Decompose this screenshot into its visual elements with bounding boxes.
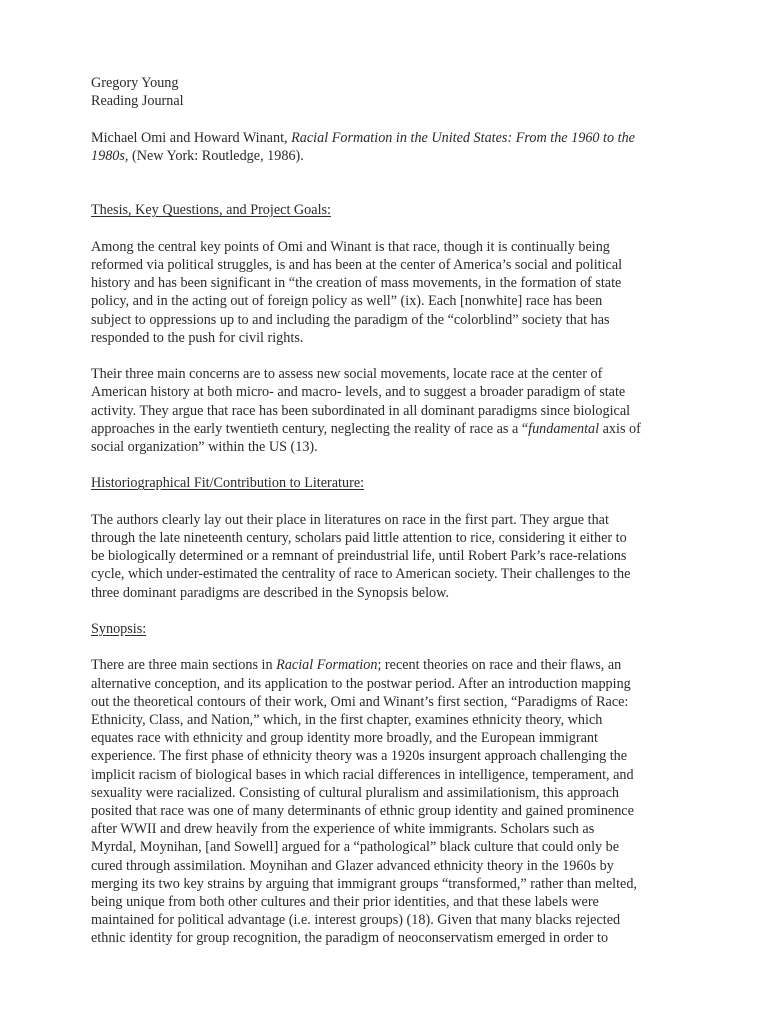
spacer	[91, 110, 681, 128]
paragraph-line: The authors clearly lay out their place in literatures on race in the first part. They argue that	[91, 511, 609, 528]
paragraph-text: There are three main sections in	[91, 657, 277, 674]
paragraph-line: posited that race was one of many determinants of ethnic group identity and gained prominence	[91, 802, 634, 819]
paragraph-line: out the theoretical contours of their work, Omi and Winant’s first section, “Paradigms of Race:	[91, 693, 629, 710]
spacer	[91, 165, 681, 183]
paragraph-text: ; recent theories on race and their flaws, an	[377, 657, 622, 674]
paragraph-line: policy, and in the acting out of foreign policy as well” (ix). Each [nonwhite] race has been	[91, 293, 603, 310]
paragraph-line: sexuality were racialized. Consisting of cultural pluralism and assimilationism, this approach	[91, 784, 619, 801]
paragraph-text: approaches in the early twentieth century, neglecting the reality of race as a “	[91, 420, 529, 437]
paragraph-line: three dominant paradigms are described in the Synopsis below.	[91, 584, 450, 601]
paragraph-line: cured through assimilation. Moynihan and Glazer advanced ethnicity theory in the 1960s by	[91, 857, 614, 874]
paragraph-line: Myrdal, Moynihan, [and Sowell] argued for a “pathological” black culture that could only be	[91, 839, 620, 856]
spacer	[91, 183, 681, 201]
paragraph-line: history and has been significant in “the creation of mass movements, in the formation of state	[91, 275, 622, 292]
paragraph-text: axis of	[599, 420, 641, 437]
thesis-paragraph-2	[91, 365, 681, 456]
paragraph-line: activity. They argue that race has been subordinated in all dominant paradigms since biological	[91, 402, 631, 419]
emphasis-fundamental: fundamental	[528, 420, 600, 437]
spacer	[91, 493, 681, 511]
paragraph-line: social organization” within the US (13).	[91, 438, 318, 455]
historiography-paragraph	[91, 511, 681, 602]
citation-line-1	[91, 129, 681, 147]
paragraph-line	[91, 656, 681, 674]
paragraph-line: merging its two key strains by arguing that immigrant groups “transformed,” rather than melted,	[91, 875, 637, 892]
paragraph-line: through the late nineteenth century, scholars paid little attention to rice, considering it either to	[91, 529, 627, 546]
citation-book-title: Racial Formation in the United States: From the 1960 to the	[291, 129, 635, 146]
book-title-italic: Racial Formation	[276, 657, 378, 674]
spacer	[91, 220, 681, 238]
paragraph-line: ethnic identity for group recognition, the paradigm of neoconservatism emerged in order to	[91, 930, 609, 947]
synopsis-paragraph	[91, 656, 681, 947]
citation-authors: Michael Omi and Howard Winant,	[91, 129, 292, 146]
paragraph-line	[91, 420, 681, 438]
paragraph-line: after WWII and drew heavily from the experience of white immigrants. Scholars such as	[91, 821, 595, 838]
paragraph-line: implicit racism of biological bases in which racial differences in intelligence, temperament, and	[91, 766, 634, 783]
paragraph-line: reformed via political struggles, is and has been at the center of America’s social and political	[91, 256, 623, 273]
paragraph-line: being unique from both other cultures and their prior identities, and that these labels were	[91, 894, 599, 910]
journal-title: Reading Journal	[91, 93, 184, 110]
author-name: Gregory Young	[91, 75, 179, 91]
spacer	[91, 456, 681, 474]
thesis-paragraph-1	[91, 238, 681, 347]
spacer	[91, 347, 681, 365]
citation-line-2	[91, 147, 681, 165]
paragraph-line: maintained for political advantage (i.e. interest groups) (18). Given that many blacks rejected	[91, 912, 621, 929]
synopsis-heading: Synopsis:	[91, 620, 147, 637]
thesis-heading: Thesis, Key Questions, and Project Goals:	[91, 202, 331, 219]
paragraph-line: American history at both micro- and macro- levels, and to suggest a broader paradigm of state	[91, 384, 626, 401]
paragraph-line: Among the central key points of Omi and Winant is that race, though it is continually being	[91, 238, 610, 255]
paragraph-line: subject to oppressions up to and including the paradigm of the “colorblind” society that has	[91, 311, 610, 328]
spacer	[91, 602, 681, 620]
citation-book-title-cont: 1980s,	[91, 147, 129, 164]
paragraph-line: experience. The first phase of ethnicity theory was a 1920s insurgent approach challenging the	[91, 748, 628, 765]
paragraph-line: be biologically determined or a remnant of preindustrial life, until Robert Park’s race-relations	[91, 548, 627, 565]
historiography-heading: Historiographical Fit/Contribution to Literature:	[91, 475, 365, 492]
paragraph-line: cycle, which under-estimated the centrality of race to American society. Their challenges to the	[91, 566, 631, 583]
paragraph-line: Ethnicity, Class, and Nation,” which, in the first chapter, examines ethnicity theory, which	[91, 711, 603, 728]
document-body	[91, 74, 681, 948]
citation-publisher: (New York: Routledge, 1986).	[128, 147, 304, 164]
paragraph-line: alternative conception, and its application to the postwar period. After an introduction mapping	[91, 675, 631, 692]
paragraph-line: Their three main concerns are to assess new social movements, locate race at the center of	[91, 366, 603, 383]
paragraph-line: equates race with ethnicity and group identity more broadly, and the European immigrant	[91, 730, 598, 747]
paragraph-line: responded to the push for civil rights.	[91, 329, 304, 346]
spacer	[91, 638, 681, 656]
